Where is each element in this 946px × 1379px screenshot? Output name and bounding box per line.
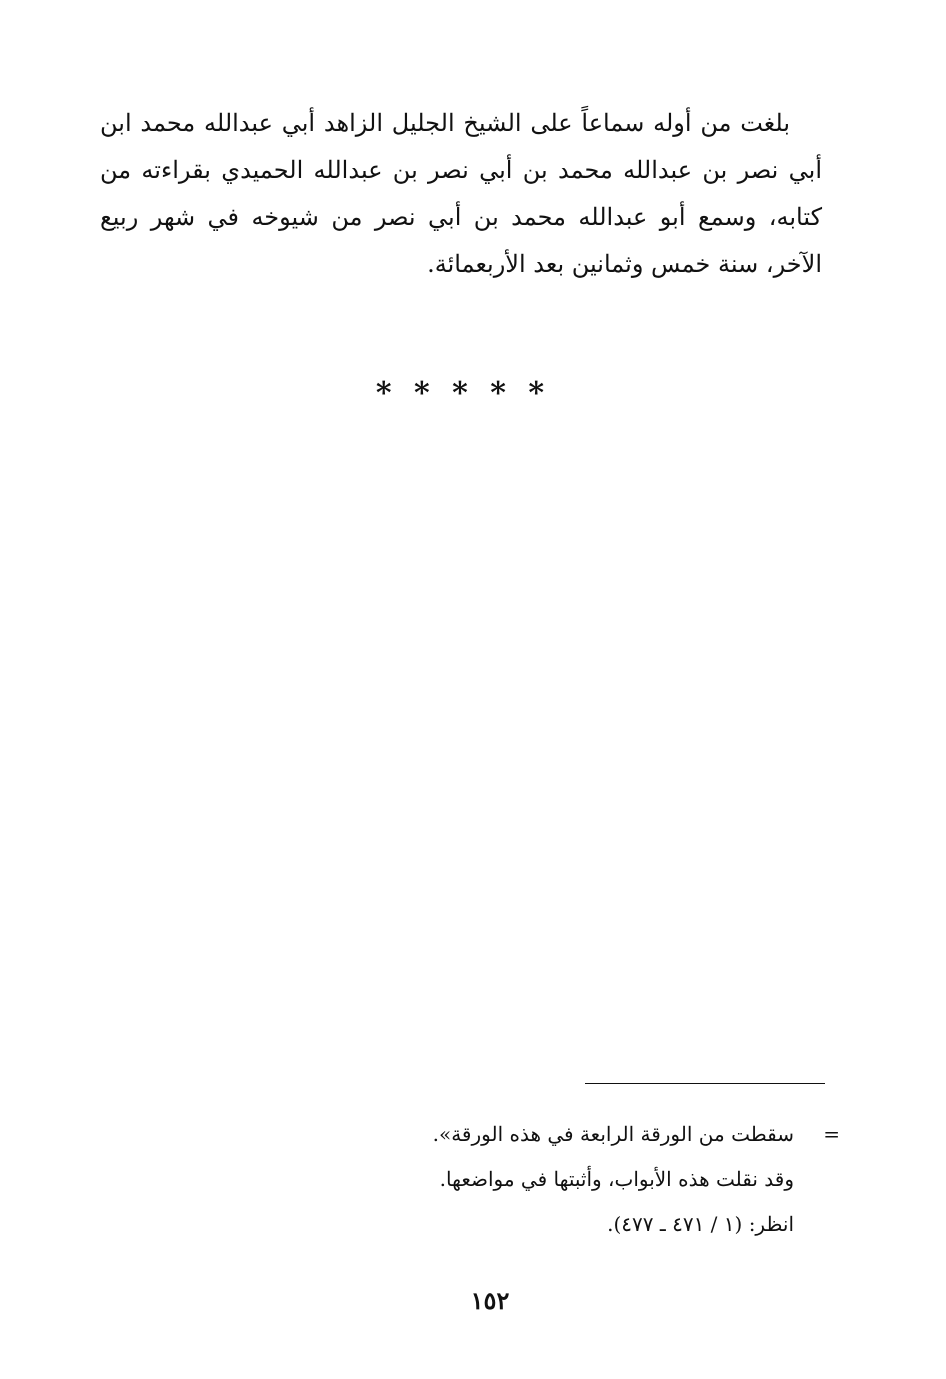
main-text-block — [100, 100, 822, 288]
footnote-line — [380, 1202, 840, 1247]
footnote-line — [380, 1112, 840, 1157]
footnotes — [380, 1112, 840, 1247]
footnote-continuation-marker: = — [823, 1122, 840, 1146]
section-separator: * * * * * — [375, 376, 551, 411]
footnote-divider — [585, 1083, 825, 1084]
footnote-text: سقطت من الورقة الرابعة في هذه الورقة». — [432, 1122, 794, 1146]
page-number: ١٥٢ — [470, 1286, 510, 1315]
footnote-text: وقد نقلت هذه الأبواب، وأثبتها في مواضعها. — [439, 1167, 794, 1191]
footnote-line — [380, 1157, 840, 1202]
main-paragraph: بلغت من أوله سماعاً على الشيخ الجليل الزاهد أبي عبدالله محمد ابن أبي نصر بن عبدالله محمد بن أبي نصر بن عبدالله الحميدي بقراءته من كتابه، وسمع أبو عبدالله محمد بن أبي نصر من شيوخه في شهر ربيع الآخر، سنة خمس وثمانين بعد الأربعمائة. — [100, 109, 822, 278]
footnote-text: انظر: (١ / ٤٧١ ـ ٤٧٧). — [607, 1212, 794, 1236]
